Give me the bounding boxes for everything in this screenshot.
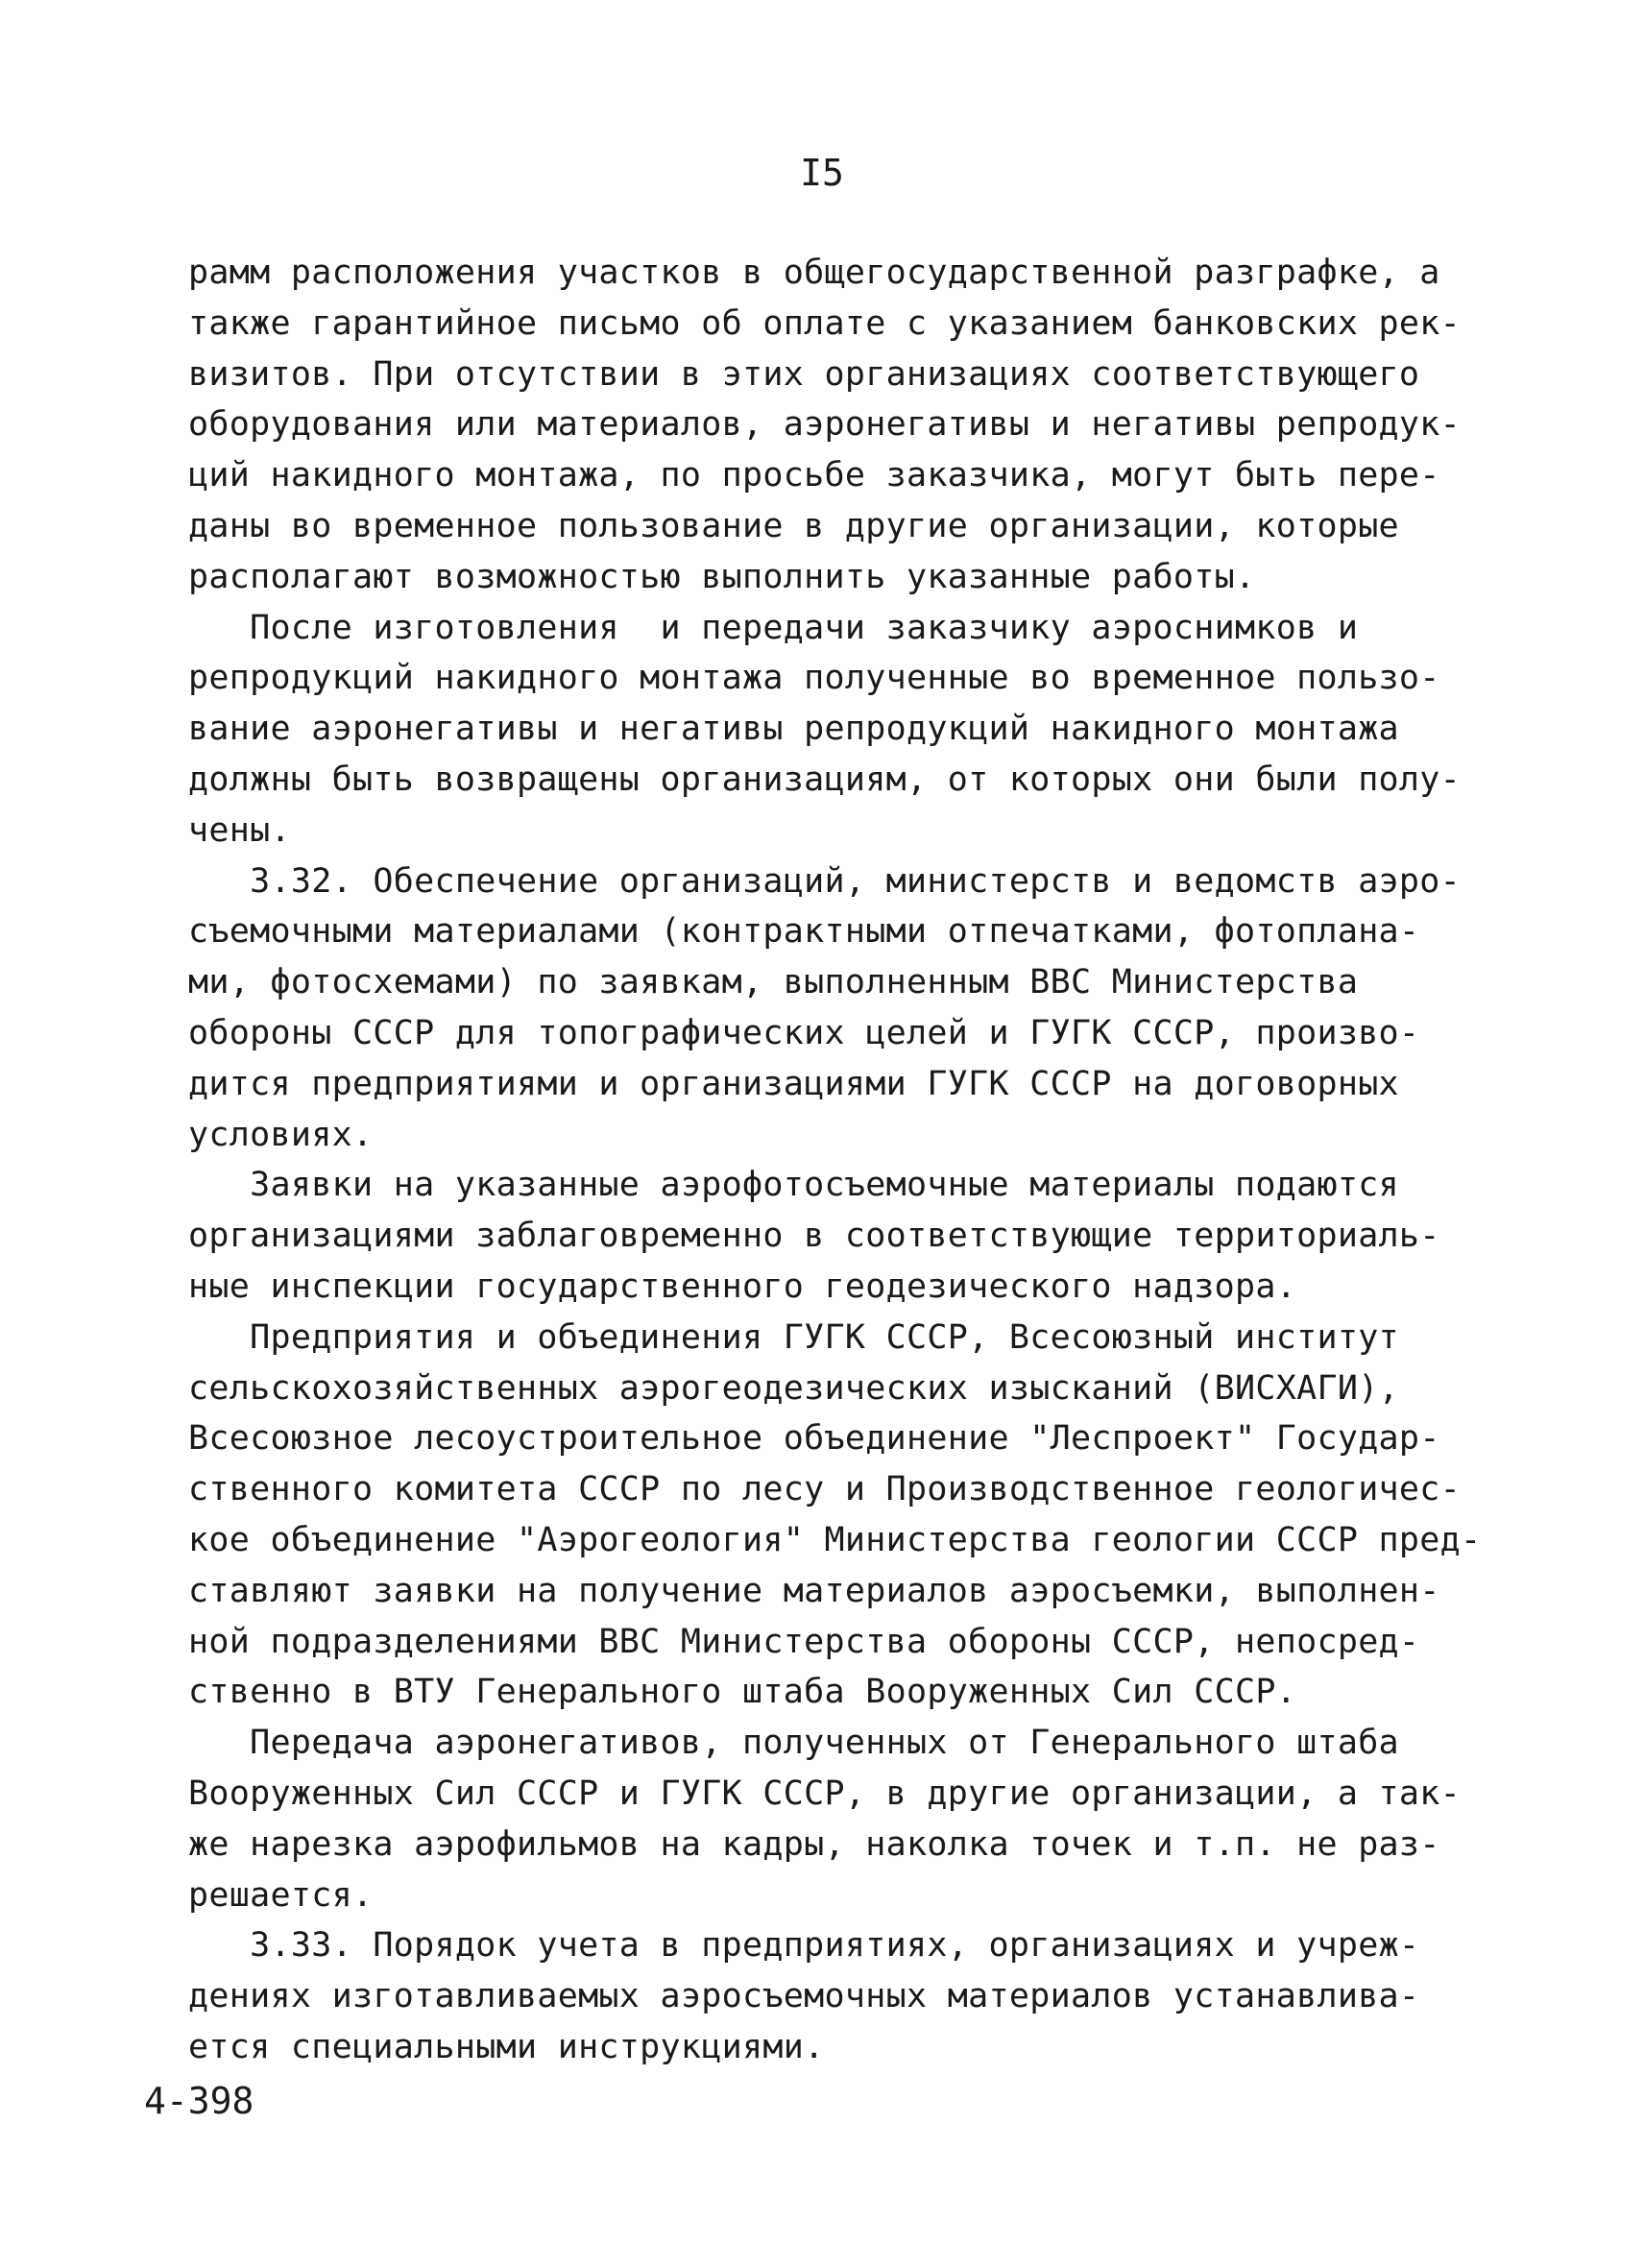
text-line: ные инспекции государственного геодезического надзора. xyxy=(188,1267,1297,1306)
text-line: ставляют заявки на получение материалов аэросъемки, выполнен- xyxy=(188,1571,1440,1610)
text-line: должны быть возвращены организациям, от которых они были полу- xyxy=(188,760,1462,799)
text-line: ций накидного монтажа, по просьбе заказчика, могут быть пере- xyxy=(188,456,1440,495)
text-line: ми, фотосхемами) по заявкам, выполненным ВВС Министерства xyxy=(188,963,1359,1002)
text-line: условиях. xyxy=(188,1115,374,1154)
body-text xyxy=(188,248,1523,2073)
text-line: вание аэронегативы и негативы репродукций накидного монтажа xyxy=(188,710,1399,749)
text-line: После изготовления и передачи заказчику аэроснимков и xyxy=(188,608,1359,647)
page-number: I5 xyxy=(800,152,844,194)
text-line: дится предприятиями и организациями ГУГК СССР на договорных xyxy=(188,1064,1399,1103)
text-line: чены. xyxy=(188,810,291,850)
text-line: Всесоюзное лесоустроительное объединение "Леспроект" Государ- xyxy=(188,1419,1440,1459)
text-line: располагают возможностью выполнить указанные работы. xyxy=(188,557,1256,596)
document-code: 4-398 xyxy=(144,2080,254,2122)
text-line: визитов. При отсутствии в этих организациях соответствующего xyxy=(188,354,1420,394)
text-line: сельскохозяйственных аэрогеодезических изысканий (ВИСХАГИ), xyxy=(188,1368,1399,1408)
text-line: съемочными материалами (контрактными отпечатками, фотоплана- xyxy=(188,912,1420,952)
text-line: репродукций накидного монтажа полученные во временное пользо- xyxy=(188,659,1440,698)
text-line: ственного комитета СССР по лесу и Производственное геологичес- xyxy=(188,1470,1462,1509)
text-line: 3.33. Порядок учета в предприятиях, организациях и учреж- xyxy=(188,1926,1420,1966)
text-line: Передача аэронегативов, полученных от Генерального штаба xyxy=(188,1724,1399,1763)
text-line: 3.32. Обеспечение организаций, министерств и ведомств аэро- xyxy=(188,861,1462,901)
text-line: решается. xyxy=(188,1875,374,1915)
text-line: также гарантийное письмо об оплате с указанием банковских рек- xyxy=(188,303,1462,343)
text-line: ной подразделениями ВВС Министерства обороны СССР, непосред- xyxy=(188,1622,1420,1661)
text-line: же нарезка аэрофильмов на кадры, наколка точек и т.п. не раз- xyxy=(188,1824,1440,1864)
text-line: Заявки на указанные аэрофотосъемочные материалы подаются xyxy=(188,1166,1399,1205)
text-line: кое объединение "Аэрогеология" Министерства геологии СССР пред- xyxy=(188,1520,1482,1559)
text-line: оборудования или материалов, аэронегативы и негативы репродук- xyxy=(188,405,1462,445)
text-line: рамм расположения участков в общегосударственной разграфке, а xyxy=(188,253,1440,292)
text-line: организациями заблаговременно в соответствующие территориаль- xyxy=(188,1217,1440,1256)
text-line: обороны СССР для топографических целей и ГУГК СССР, произво- xyxy=(188,1013,1420,1052)
text-line: ственно в ВТУ Генерального штаба Вооруженных Сил СССР. xyxy=(188,1673,1297,1712)
text-line: дениях изготавливаемых аэросъемочных материалов устанавлива- xyxy=(188,1977,1420,2016)
text-line: даны во временное пользование в другие организации, которые xyxy=(188,506,1399,545)
text-line: Вооруженных Сил СССР и ГУГК СССР, в другие организации, а так- xyxy=(188,1773,1462,1813)
text-line: Предприятия и объединения ГУГК СССР, Всесоюзный институт xyxy=(188,1317,1399,1357)
text-line: ется специальными инструкциями. xyxy=(188,2027,825,2066)
